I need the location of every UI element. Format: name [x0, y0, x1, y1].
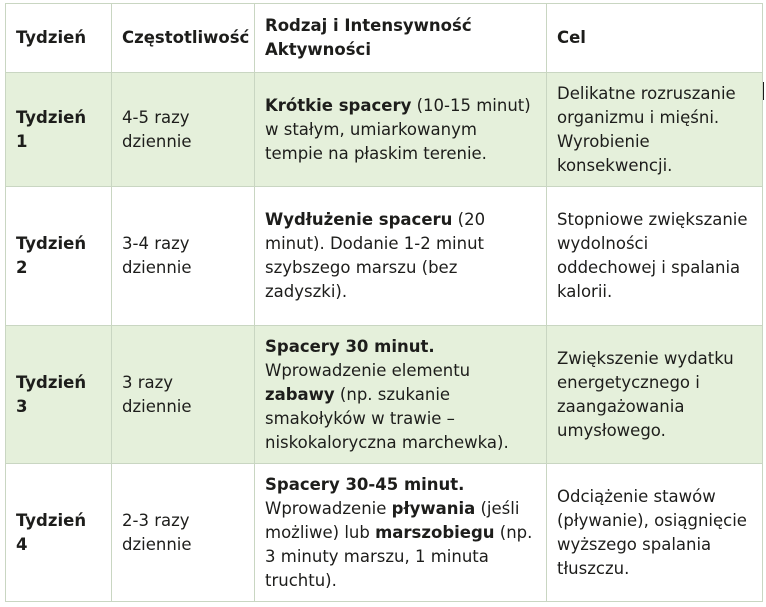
- activity-cell: [255, 73, 547, 187]
- table-row: [6, 464, 763, 602]
- activity-text: (np. szukanie smakołyków w trawie – niskokaloryczna marchewka).: [265, 384, 509, 452]
- goal-cell: Odciążenie stawów (pływanie), osiągnięcie wyższego spalania tłuszczu.: [547, 464, 763, 602]
- activity-bold-text: Krótkie spacery: [265, 95, 412, 115]
- activity-text: (np. 3 minuty marszu, 1 minuta truchtu).: [265, 522, 533, 590]
- activity-cell: [255, 464, 547, 602]
- activity-bold-text: pływania: [391, 498, 476, 518]
- table-header-row: [6, 4, 763, 73]
- header-frequency: Częstotliwość: [112, 4, 255, 73]
- activity-bold-text: zabawy: [265, 384, 335, 404]
- table-row: [6, 73, 763, 187]
- frequency-cell: 2-3 razy dziennie: [112, 464, 255, 602]
- week-cell: Tydzień 2: [6, 187, 112, 326]
- activity-text: (10-15 minut) w stałym, umiarkowanym tempie na płaskim terenie.: [265, 95, 531, 163]
- activity-text: (20 minut). Dodanie 1-2 minut szybszego marszu (bez zadyszki).: [265, 210, 486, 301]
- activity-cell: [255, 187, 547, 326]
- activity-text: Wprowadzenie elementu: [265, 360, 471, 380]
- goal-cell: Stopniowe zwiększanie wydolności oddechowej i spalania kalorii.: [547, 187, 763, 326]
- header-week: Tydzień: [6, 4, 112, 73]
- header-goal: Cel: [547, 4, 763, 73]
- week-cell: Tydzień 4: [6, 464, 112, 602]
- activity-cell: [255, 326, 547, 464]
- week-cell: Tydzień 3: [6, 326, 112, 464]
- goal-cell: Delikatne rozruszanie organizmu i mięśni. Wyrobienie konsekwencji.: [547, 73, 763, 187]
- table-row: [6, 326, 763, 464]
- activity-bold-text: marszobiegu: [375, 522, 495, 542]
- activity-plan-table: [5, 3, 763, 602]
- table-row: [6, 187, 763, 326]
- frequency-cell: 3 razy dziennie: [112, 326, 255, 464]
- goal-cell: Zwiększenie wydatku energetycznego i zaangażowania umysłowego.: [547, 326, 763, 464]
- header-activity: Rodzaj i Intensywność Aktywności: [255, 4, 547, 73]
- activity-text: Wprowadzenie: [265, 498, 392, 518]
- activity-text: (jeśli możliwe) lub: [265, 498, 520, 542]
- activity-bold-text: Wydłużenie spaceru: [265, 210, 453, 229]
- activity-bold-text: Spacery 30-45 minut.: [265, 474, 465, 494]
- week-cell: Tydzień 1: [6, 73, 112, 187]
- frequency-cell: 4-5 razy dziennie: [112, 73, 255, 187]
- activity-bold-text: Spacery 30 minut.: [265, 336, 435, 356]
- frequency-cell: 3-4 razy dziennie: [112, 187, 255, 326]
